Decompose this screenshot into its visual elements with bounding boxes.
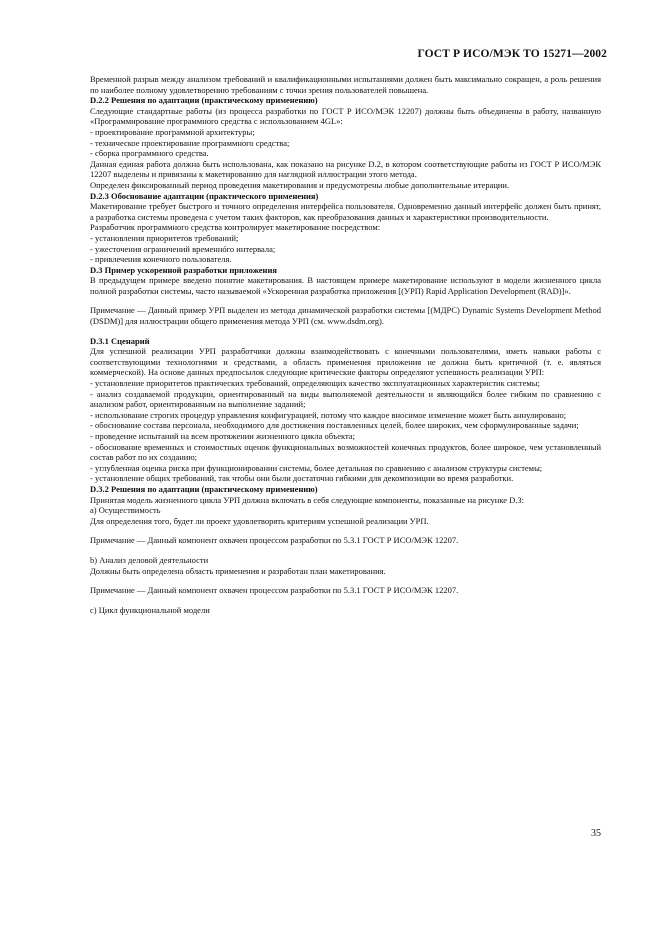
list-item: - использование строгих процедур управления конфигурацией, потому что каждое вносимое изменение может быть аннулировано;	[90, 409, 567, 420]
list-item: b) Анализ деловой деятельности	[90, 554, 209, 565]
list-item: - установление общих требований, так чтобы они были достаточно гибкими для декомпозиции во время разработки.	[90, 473, 514, 484]
list-item: - привлечения конечного пользователя.	[90, 254, 232, 265]
document-header: ГОСТ Р ИСО/МЭК ТО 15271—2002	[417, 48, 607, 60]
list-item: - ужесточения ограничений временнóго интервала;	[90, 243, 276, 254]
section-heading: D.3.1 Сценарий	[90, 335, 150, 346]
paragraph: Для определения того, будет ли проект удовлетворять критериям успешной реализации УРП.	[90, 515, 429, 526]
list-item: - техническое проектирование программного средства;	[90, 137, 290, 148]
section-heading: D.3.2 Решения по адаптации (практическому применению)	[90, 483, 318, 494]
list-item: - проектирование программной архитектуры;	[90, 126, 255, 137]
paragraph: Макетирование требует быстрого и точного определения интерфейса пользователя. Одновременно данный интерфейс должен быть принят, а разработка системы проведена с учетом таких факторов, как преобразования данных и характеристики производительности.	[90, 201, 601, 222]
list-item: - обоснование состава персонала, необходимого для достижения поставленных целей, более широких, чем сформулированные задачи;	[90, 420, 579, 431]
list-item: - обоснование временных и стоимостных оценок функциональных возможностей конечных продуктов, более широкое, чем установленный состав работ по их созданию;	[90, 441, 601, 463]
paragraph: Принятая модель жизненного цикла УРП должна включать в себя следующие компоненты, показанные на рисунке D.3:	[90, 494, 525, 505]
list-item: - установления приоритетов требований;	[90, 232, 239, 243]
page-number: 35	[591, 828, 601, 839]
section-heading: D.3 Пример ускоренной разработки приложения	[90, 264, 277, 275]
paragraph: Следующие стандартные работы (из процесса разработки по ГОСТ Р ИСО/МЭК 12207) должны быть объединены в работу, названную «Программирование программного средства с использованием 4GL»:	[90, 105, 601, 127]
list-item: - установление приоритетов практических требований, определяющих качество эксплуатационных характеристик системы;	[90, 378, 540, 389]
document-body	[90, 74, 601, 615]
paragraph: Разработчик программного средства контролирует макетирование посредством:	[90, 222, 381, 233]
list-item: - анализ создаваемой продукции, ориентированный на виды выполняемой деятельности и являющийся более гибким по сравнению с анализом работ, ориентированным на выполнение заданий;	[90, 388, 601, 410]
list-item: - углубленная оценка риска при функционировании системы, более детальная по сравнению с анализом структуры системы;	[90, 462, 543, 473]
section-heading: D.2.3 Обоснование адаптации (практического применения)	[90, 190, 319, 201]
note: Примечание — Данный компонент охвачен процессом разработки по 5.3.1 ГОСТ Р ИСО/МЭК 12207.	[90, 535, 459, 546]
paragraph: Для успешной реализации УРП разработчики должны взаимодействовать с конечными пользователями, иметь навыки работы с соответствующими технологиями и средствами, а область применения приложения не должна быть критичной (т. е. являться коммерческой). На основе данных предпосылок следующие критические факторы определяют успешность реализации УРП:	[90, 346, 601, 378]
paragraph: В предыдущем примере введено понятие макетирования. В настоящем примере макетирование используют в модели жизненного цикла полной разработки системы, часто называемой «Ускоренная разработка приложения [(УРП) Rapid Application Development (RAD)]».	[90, 275, 601, 296]
list-item: - проведение испытаний на всем протяжении жизненного цикла объекта;	[90, 431, 355, 441]
note: Примечание — Данный пример УРП выделен из метода динамической разработки системы [(МДРС) Dynamic Systems Development Method (DSDM)] для иллюстрации общего применения метода УРП (см. www.dsdm.org).	[90, 305, 601, 327]
list-item: c) Цикл функциональной модели	[90, 604, 210, 615]
paragraph: Временной разрыв между анализом требований и квалификационными испытаниями должен быть максимально сокращен, а роль решения по наиболее полному удовлетворению требованиям с точки зрения пользователей повышена.	[90, 74, 601, 95]
section-heading: D.2.2 Решения по адаптации (практическому применению)	[90, 95, 318, 106]
list-item: - сборка программного средства.	[90, 148, 209, 159]
list-item: a) Осуществимость	[90, 505, 161, 516]
paragraph: Должны быть определена область применения и разработан план макетирования.	[90, 565, 386, 576]
note: Примечание — Данный компонент охвачен процессом разработки по 5.3.1 ГОСТ Р ИСО/МЭК 12207.	[90, 585, 459, 596]
paragraph: Определен фиксированный период проведения макетирования и предусмотрены любые дополнительные итерации.	[90, 179, 510, 190]
paragraph: Данная единая работа должна быть использована, как показано на рисунке D.2, в котором соответствующие работы из ГОСТ Р ИСО/МЭК 12207 выделены и привязаны к макетированию для наглядной иллюстрации этого метода.	[90, 158, 601, 180]
